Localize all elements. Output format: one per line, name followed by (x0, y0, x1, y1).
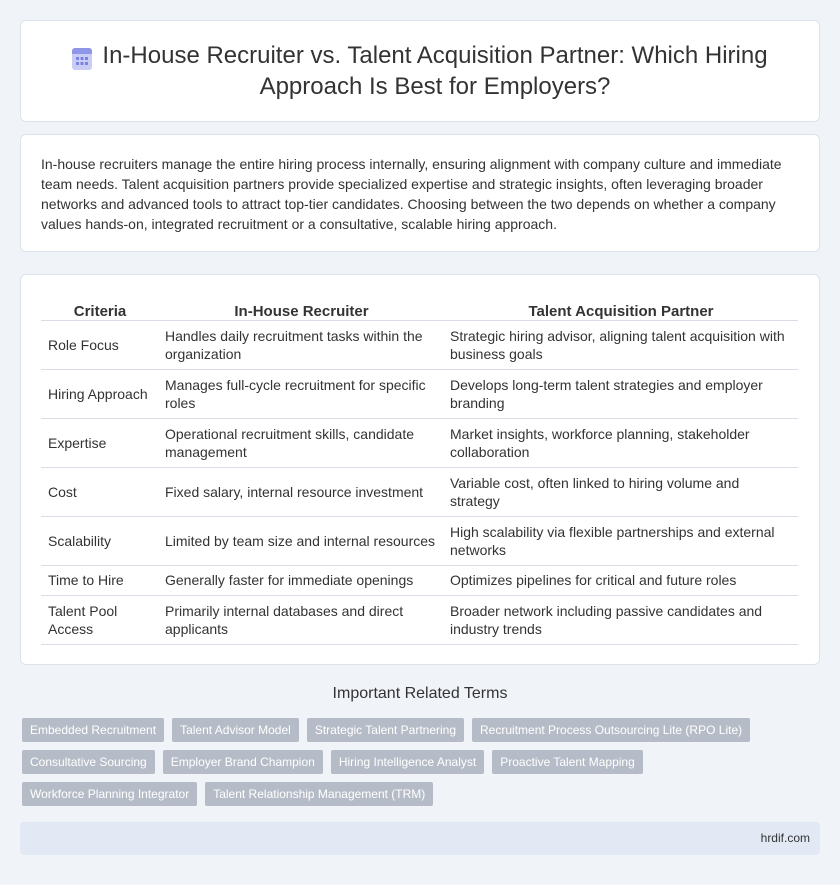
cell-in-house: Operational recruitment skills, candidate management (159, 418, 444, 467)
table-row (41, 320, 798, 369)
title-card (20, 20, 820, 122)
comparison-table (41, 293, 798, 645)
cell-in-house: Manages full-cycle recruitment for specific roles (159, 369, 444, 418)
cell-ta-partner: Develops long-term talent strategies and employer branding (444, 369, 798, 418)
intro-paragraph: In-house recruiters manage the entire hiring process internally, ensuring alignment with company culture and immediate team needs. Talent acquisition partners provide specialized expertise and strategic insights, often leveraging broader networks and advanced tools to attract top-tier candidates. Choosing between the two depends on whether a company values hands-on, integrated recruitment or a consultative, scalable hiring approach. (41, 156, 782, 232)
document-grid-icon (69, 46, 95, 72)
tag-consultative-sourcing[interactable]: Consultative Sourcing (22, 750, 155, 774)
cell-in-house: Handles daily recruitment tasks within the organization (159, 320, 444, 369)
footer (20, 822, 820, 855)
title-wrapper (21, 21, 819, 121)
tag-employer-brand-champion[interactable]: Employer Brand Champion (163, 750, 323, 774)
cell-criteria: Hiring Approach (41, 369, 159, 418)
comparison-card (20, 274, 820, 665)
tag-embedded-recruitment[interactable]: Embedded Recruitment (22, 718, 164, 742)
cell-ta-partner: Market insights, workforce planning, stakeholder collaboration (444, 418, 798, 467)
tag-talent-relationship-management[interactable]: Talent Relationship Management (TRM) (205, 782, 433, 806)
header-in-house: In-House Recruiter (159, 293, 444, 320)
tag-hiring-intelligence-analyst[interactable]: Hiring Intelligence Analyst (331, 750, 484, 774)
cell-ta-partner: High scalability via flexible partnerships and external networks (444, 516, 798, 565)
cell-ta-partner: Broader network including passive candidates and industry trends (444, 595, 798, 644)
cell-in-house: Primarily internal databases and direct applicants (159, 595, 444, 644)
tag-strategic-talent-partnering[interactable]: Strategic Talent Partnering (307, 718, 464, 742)
table-row (41, 516, 798, 565)
footer-site-link[interactable]: hrdif.com (760, 831, 810, 845)
header-criteria: Criteria (41, 293, 159, 320)
cell-in-house: Fixed salary, internal resource investment (159, 467, 444, 516)
cell-ta-partner: Strategic hiring advisor, aligning talent acquisition with business goals (444, 320, 798, 369)
page-title: In-House Recruiter vs. Talent Acquisition Partner: Which Hiring Approach Is Best for Employers? (102, 42, 768, 100)
cell-criteria: Cost (41, 467, 159, 516)
cell-ta-partner: Variable cost, often linked to hiring volume and strategy (444, 467, 798, 516)
related-terms-tags (22, 718, 802, 806)
cell-criteria: Talent Pool Access (41, 595, 159, 644)
cell-ta-partner: Optimizes pipelines for critical and future roles (444, 565, 798, 595)
cell-in-house: Limited by team size and internal resources (159, 516, 444, 565)
table-row (41, 595, 798, 644)
table-row (41, 418, 798, 467)
table-row (41, 467, 798, 516)
tag-proactive-talent-mapping[interactable]: Proactive Talent Mapping (492, 750, 643, 774)
cell-criteria: Role Focus (41, 320, 159, 369)
table-row (41, 369, 798, 418)
intro-card (20, 134, 820, 252)
table-row (41, 565, 798, 595)
tag-talent-advisor-model[interactable]: Talent Advisor Model (172, 718, 299, 742)
header-ta-partner: Talent Acquisition Partner (444, 293, 798, 320)
cell-in-house: Generally faster for immediate openings (159, 565, 444, 595)
tag-workforce-planning-integrator[interactable]: Workforce Planning Integrator (22, 782, 197, 806)
cell-criteria: Expertise (41, 418, 159, 467)
tag-rpo-lite[interactable]: Recruitment Process Outsourcing Lite (RPO Lite) (472, 718, 750, 742)
related-terms-heading: Important Related Terms (332, 685, 508, 702)
table-header-row (41, 293, 798, 320)
cell-criteria: Time to Hire (41, 565, 159, 595)
cell-criteria: Scalability (41, 516, 159, 565)
